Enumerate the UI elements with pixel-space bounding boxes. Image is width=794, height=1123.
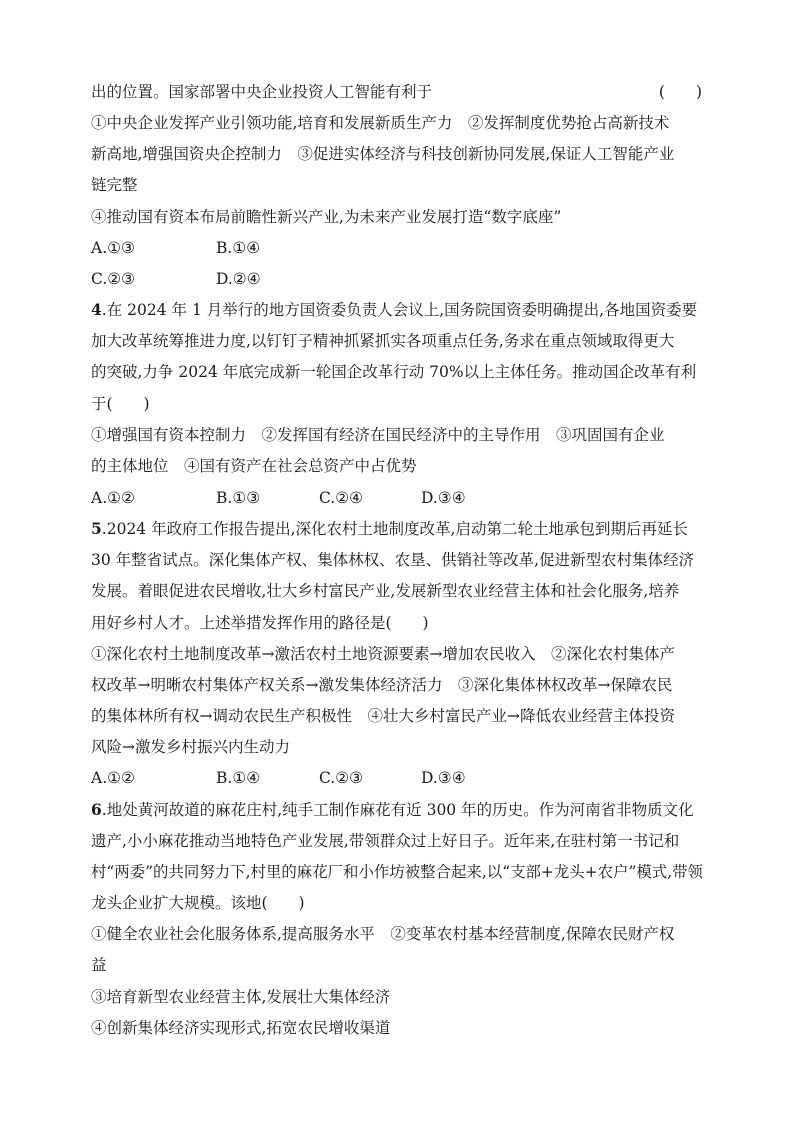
q6-number: 6 [91, 800, 102, 819]
q5-stem-line-3: 发展。着眼促进农民增收,壮大乡村富民产业,发展新型农业经营主体和社会化服务,培养 [91, 582, 680, 600]
q5-item-line-2: 权改革→明晰农村集体产权关系→激发集体经济活力 ③深化集体林权改革→保障农民 [91, 676, 673, 694]
q3-item-line-2: 新高地,增强国资央企控制力 ③促进实体经济与科技创新协同发展,保证人工智能产业 [91, 145, 675, 163]
q4-stem-line-4: 于( ) [91, 395, 150, 413]
q6-item-line-2: 益 [91, 956, 107, 974]
q4-stem-line-1 [91, 300, 697, 320]
q5-item-line-4: 风险→激发乡村振兴内生动力 [91, 738, 290, 756]
q5-option-a: A.①② [91, 769, 135, 787]
q4-stem-line-3: 的突破,力争 2024 年底完成新一轮国企改革行动 70%以上主体任务。推动国企改革有利 [91, 363, 697, 381]
q6-stem-text-1: .地处黄河故道的麻花庄村,纯手工制作麻花有近 300 年的历史。作为河南省非物质文化 [101, 801, 694, 819]
q4-stem-line-2: 加大改革统筹推进力度,以钉钉子精神抓紧抓实各项重点任务,务求在重点领域取得更大 [91, 332, 675, 350]
q4-option-c: C.②④ [319, 489, 364, 507]
q6-stem-line-2: 遗产,小小麻花推动当地特色产业发展,带领群众过上好日子。近年来,在驻村第一书记和 [91, 832, 680, 850]
q3-item-line-1: ①中央企业发挥产业引领功能,培育和发展新质生产力 ②发挥制度优势抢占高新技术 [91, 114, 670, 132]
q5-item-line-3: 的集体林所有权→调动农民生产积极性 ④壮大乡村富民产业→降低农业经营主体投资 [91, 707, 675, 725]
q6-item-line-4: ④创新集体经济实现形式,拓宽农民增收渠道 [91, 1019, 391, 1037]
q5-stem-text-1: .2024 年政府工作报告提出,深化农村土地制度改革,启动第二轮土地承包到期后再延长 [101, 520, 688, 538]
q6-item-line-3: ③培育新型农业经营主体,发展壮大集体经济 [91, 988, 391, 1006]
q3-answer-paren: ( ) [658, 83, 702, 101]
q6-item-line-1: ①健全农业社会化服务体系,提高服务水平 ②变革农村基本经营制度,保障农民财产权 [91, 925, 675, 943]
q6-stem-line-1 [91, 800, 694, 820]
q5-stem-line-1 [91, 519, 688, 539]
q3-option-a: A.①③ [91, 239, 135, 257]
q3-option-c: C.②③ [91, 270, 136, 288]
q5-option-c: C.②③ [319, 769, 364, 787]
q3-item-line-3: 链完整 [91, 176, 138, 194]
q3-option-d: D.②④ [216, 270, 261, 288]
q3-stem-end: 出的位置。国家部署中央企业投资人工智能有利于 [91, 83, 433, 101]
q6-stem-line-4: 龙头企业扩大规模。该地( ) [91, 894, 305, 912]
q3-item-line-4: ④推动国有资本布局前瞻性新兴产业,为未来产业发展打造“数字底座” [91, 208, 562, 226]
q5-stem-line-4: 用好乡村人才。上述举措发挥作用的路径是( ) [91, 614, 429, 632]
q5-item-line-1: ①深化农村土地制度改革→激活农村土地资源要素→增加农民收入 ②深化农村集体产 [91, 645, 675, 663]
q4-option-a: A.①② [91, 489, 135, 507]
q4-item-line-2: 的主体地位 ④国有资产在社会总资产中占优势 [91, 457, 417, 475]
q4-item-line-1: ①增强国有资本控制力 ②发挥国有经济在国民经济中的主导作用 ③巩固国有企业 [91, 426, 665, 444]
q4-stem-text-1: .在 2024 年 1 月举行的地方国资委负责人会议上,国务院国资委明确提出,各地国资委要 [101, 301, 698, 319]
q5-number: 5 [91, 519, 102, 538]
q6-stem-line-3: 村“两委”的共同努力下,村里的麻花厂和小作坊被整合起来,以“支部+龙头+农户”模式,带领 [91, 863, 703, 881]
q3-option-b: B.①④ [216, 239, 261, 257]
q5-option-d: D.③④ [421, 769, 466, 787]
q4-option-d: D.③④ [421, 489, 466, 507]
q5-stem-line-2: 30 年整省试点。深化集体产权、集体林权、农垦、供销社等改革,促进新型农村集体经济 [91, 551, 695, 569]
q5-option-b: B.①④ [216, 769, 261, 787]
q4-number: 4 [91, 300, 102, 319]
q4-option-b: B.①③ [216, 489, 261, 507]
